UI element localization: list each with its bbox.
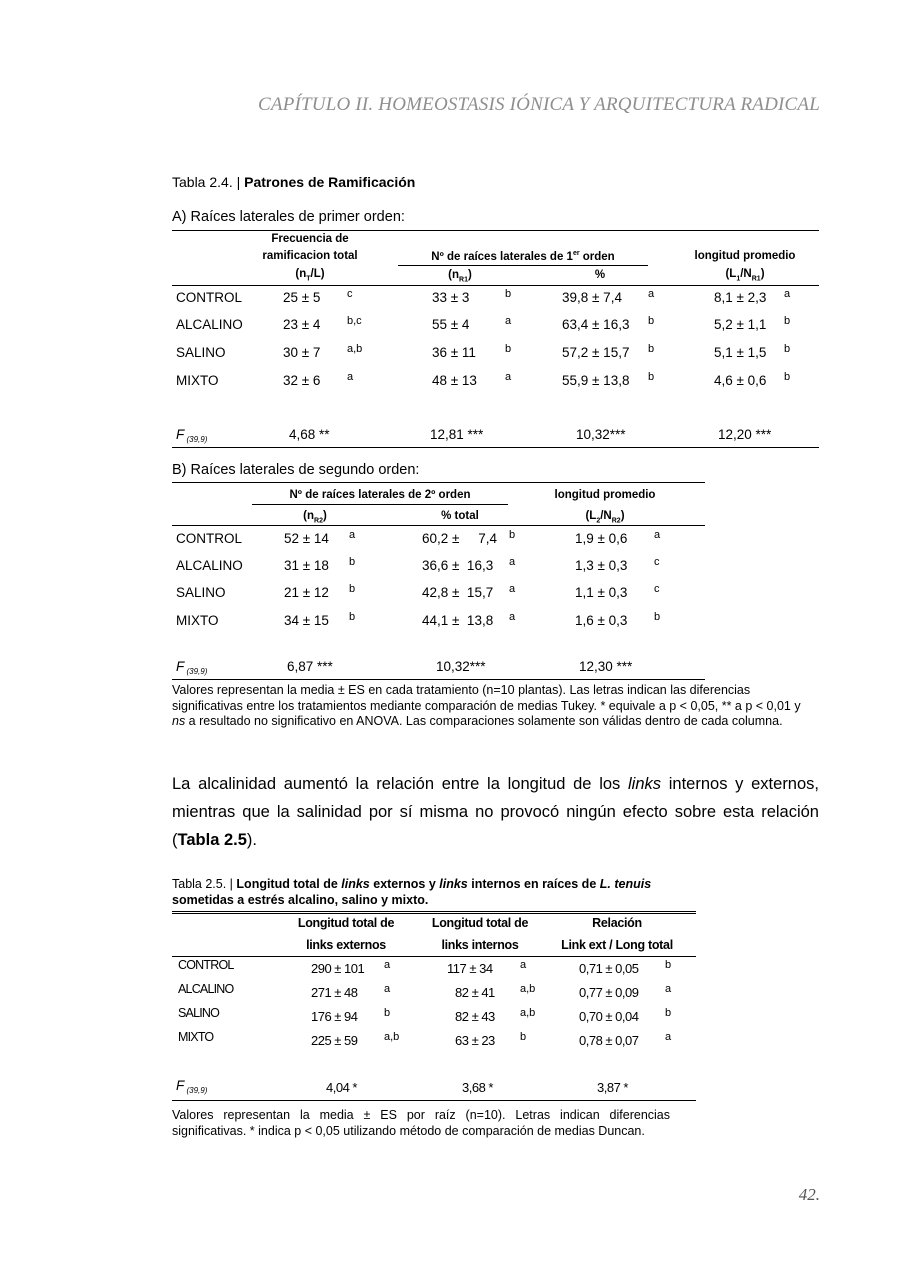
t25-col1-h2: links externos xyxy=(306,938,386,952)
t25-col2-h1: Longitud total de xyxy=(431,916,529,930)
sig-letter: a xyxy=(665,1031,672,1043)
table-2-4-caption xyxy=(172,174,415,190)
t25-f-ext: 4,04 * xyxy=(326,1080,357,1095)
sig-letter: a xyxy=(505,371,512,383)
t25-col1-h1: Longitud total de xyxy=(297,916,395,930)
cell-pct: 57,2 ± 15,7 xyxy=(562,345,630,360)
header-rule-b xyxy=(172,525,705,526)
t25-f-rel: 3,87 * xyxy=(597,1080,628,1095)
cell-n: 21 ± 12 xyxy=(284,585,329,600)
sig-letter: b xyxy=(509,529,516,541)
row-label: MIXTO xyxy=(176,613,219,628)
cell-int: 117 ± 34 xyxy=(447,961,493,976)
col-header-freq-1: Frecuencia de xyxy=(271,233,349,245)
col-header-long-1: longitud promedio xyxy=(694,250,796,262)
table-2-4-note: Valores representan la media ± ES en cada tratamiento (n=10 plantas). Las letras indican las diferencias significativas entre los tratamientos mediante comparación de medias Tukey. * equivale a p < 0,05, ** a p < 0,01 y ns a resultado no significativo en ANOVA. Las comparaciones solamente son válidas dentro de cada columna. xyxy=(172,683,801,728)
sig-letter: a xyxy=(648,288,655,300)
row-label: MIXTO xyxy=(178,1030,214,1044)
cell-ext: 225 ± 59 xyxy=(311,1033,358,1048)
cell-freq: 25 ± 5 xyxy=(283,290,321,305)
table-2-5-top-rule xyxy=(172,911,696,912)
cell-long: 4,6 ± 0,6 xyxy=(714,373,767,388)
sig-letter: b xyxy=(349,583,356,595)
t25-title-c: internos en raíces de xyxy=(467,877,600,891)
cell-ext: 176 ± 94 xyxy=(311,1009,358,1024)
cell-long: 5,1 ± 1,5 xyxy=(714,345,767,360)
sig-letter: a,b xyxy=(520,983,536,995)
section-a-title: A) Raíces laterales de primer orden: xyxy=(172,209,405,225)
table-2-5-bottom-rule xyxy=(172,1100,696,1101)
cell-pct: 44,1 ± 13,8 xyxy=(422,613,494,628)
sig-letter: b xyxy=(505,343,512,355)
sig-letter: a xyxy=(349,529,356,541)
t25-title-i3: L. tenuis xyxy=(599,877,652,891)
sig-letter: b xyxy=(648,315,655,327)
f-value-pct-b: 10,32*** xyxy=(436,659,486,674)
table-reference: Tabla 2.5 xyxy=(177,831,247,849)
paragraph-text-1: La alcalinidad aumentó la relación entre la longitud de los xyxy=(172,775,629,793)
col-header-n-b: $(n_{R2})$ xyxy=(303,510,327,525)
f-value-long-b: 12,30 *** xyxy=(579,659,633,674)
sig-letter: c xyxy=(654,556,660,568)
cell-long: 1,6 ± 0,3 xyxy=(575,613,628,628)
cell-pct: 36,6 ± 16,3 xyxy=(422,558,494,573)
row-label: CONTROL xyxy=(178,958,234,972)
cell-ext: 290 ± 101 xyxy=(311,961,365,976)
cell-n: 48 ± 13 xyxy=(432,373,477,388)
sig-letter: a xyxy=(784,288,791,300)
sig-letter: b xyxy=(654,611,661,623)
cell-int: 82 ± 41 xyxy=(455,985,495,1000)
cell-n: 31 ± 18 xyxy=(284,558,329,573)
cell-n: 33 ± 3 xyxy=(432,290,470,305)
sig-letter: b xyxy=(520,1031,527,1043)
t25-f-label: F $_{(39,9)}$ xyxy=(176,1078,208,1095)
cell-rel: 0,78 ± 0,07 xyxy=(579,1033,639,1048)
table-top-rule xyxy=(172,230,819,231)
row-label: CONTROL xyxy=(176,531,243,546)
col-header-long-2: $(L_1/N_{R1})$ xyxy=(725,268,765,283)
sig-letter: a xyxy=(520,959,527,971)
f-label-b: F $_{(39,9)}$ xyxy=(176,659,208,676)
sig-letter: b,c xyxy=(347,315,362,327)
table-b-top-rule xyxy=(172,482,705,483)
cell-int: 63 ± 23 xyxy=(455,1033,495,1048)
row-label: MIXTO xyxy=(176,373,219,388)
f-value-n: 12,81 *** xyxy=(430,427,484,442)
sig-letter: b xyxy=(384,1007,391,1019)
sig-letter: b xyxy=(648,343,655,355)
sig-letter: b xyxy=(784,315,791,327)
col-header-group-1: Nº de raíces laterales de 1er orden xyxy=(431,250,615,263)
sig-letter: c xyxy=(654,583,660,595)
paragraph-text-3: ). xyxy=(246,831,257,849)
sig-letter: a xyxy=(509,611,516,623)
sig-letter: a xyxy=(509,556,516,568)
t25-title-d: sometidas a estrés alcalino, salino y mixto. xyxy=(172,893,429,907)
row-label: ALCALINO xyxy=(176,317,243,332)
col-header-long-b: longitud promedio xyxy=(554,489,656,501)
row-label: ALCALINO xyxy=(178,982,234,996)
col-header-group-2: Nº de raíces laterales de 2º orden xyxy=(289,489,471,501)
t25-col3-h1: Relación xyxy=(592,916,642,930)
sig-letter: a xyxy=(509,583,516,595)
cell-pct: 60,2 ± 7,4 xyxy=(422,531,497,546)
col-header-n: $(n_{R1})$ xyxy=(448,269,472,284)
t25-col3-h2: Link ext / Long total xyxy=(561,938,673,952)
cell-freq: 32 ± 6 xyxy=(283,373,321,388)
sig-letter: b xyxy=(665,959,672,971)
cell-pct: 39,8 ± 7,4 xyxy=(562,290,622,305)
table-title: Patrones de Ramificación xyxy=(244,174,416,190)
col-header-pct: % xyxy=(594,269,606,281)
cell-ext: 271 ± 48 xyxy=(311,985,358,1000)
sig-letter: b xyxy=(349,556,356,568)
cell-n: 52 ± 14 xyxy=(284,531,329,546)
col-header-freq-2: ramificacion total xyxy=(262,250,358,262)
f-label: F $_{(39,9)}$ xyxy=(176,427,208,444)
sig-letter: a xyxy=(384,959,391,971)
t25-col2-h2: links internos xyxy=(441,938,519,952)
sig-letter: b xyxy=(784,343,791,355)
sig-letter: b xyxy=(505,288,512,300)
sig-letter: a,b xyxy=(520,1007,536,1019)
t25-title-b: externos y xyxy=(369,877,440,891)
cell-long: 1,9 ± 0,6 xyxy=(575,531,628,546)
running-header: CAPÍTULO II. HOMEOSTASIS IÓNICA Y ARQUITECTURA RADICAL xyxy=(258,94,820,115)
header-rule xyxy=(172,285,819,286)
sig-letter: a xyxy=(654,529,661,541)
cell-long: 5,2 ± 1,1 xyxy=(714,317,767,332)
sig-letter: b xyxy=(349,611,356,623)
cell-pct: 42,8 ± 15,7 xyxy=(422,585,494,600)
cell-n: 36 ± 11 xyxy=(432,345,476,360)
table-bottom-rule xyxy=(172,447,819,448)
cell-int: 82 ± 43 xyxy=(455,1009,495,1024)
sig-letter: a xyxy=(347,371,354,383)
cell-rel: 0,71 ± 0,05 xyxy=(579,961,639,976)
paragraph-italic: links xyxy=(628,775,662,793)
table-2-5-label: Tabla 2.5. | xyxy=(172,877,233,891)
cell-n: 55 ± 4 xyxy=(432,317,470,332)
group-rule-b xyxy=(252,504,508,505)
t25-f-int: 3,68 * xyxy=(462,1080,493,1095)
sig-letter: a,b xyxy=(384,1031,400,1043)
table-2-5-caption xyxy=(172,876,712,908)
sig-letter: b xyxy=(784,371,791,383)
col-header-pct-b: % total xyxy=(441,510,479,522)
cell-long: 8,1 ± 2,3 xyxy=(714,290,767,305)
col-header-freq-3: $(n_T/L)$ xyxy=(295,268,325,283)
cell-long: 1,1 ± 0,3 xyxy=(575,585,628,600)
body-paragraph xyxy=(172,770,819,854)
cell-pct: 55,9 ± 13,8 xyxy=(562,373,630,388)
table-b-bottom-rule xyxy=(172,679,705,680)
cell-freq: 30 ± 7 xyxy=(283,345,321,360)
f-value-n-b: 6,87 *** xyxy=(287,659,333,674)
row-label: CONTROL xyxy=(176,290,243,305)
cell-long: 1,3 ± 0,3 xyxy=(575,558,628,573)
cell-rel: 0,77 ± 0,09 xyxy=(579,985,639,1000)
page-number: 42. xyxy=(798,1185,820,1204)
table-label: Tabla 2.4. | xyxy=(172,174,241,190)
t25-title-a: Longitud total de xyxy=(236,877,342,891)
group-rule xyxy=(398,265,648,266)
paragraph-text-2: internos y externos, mientras que la salinidad por sí misma no provocó ningún efecto sobre esta relación ( xyxy=(172,775,819,849)
cell-n: 34 ± 15 xyxy=(284,613,329,628)
row-label: SALINO xyxy=(178,1006,220,1020)
t25-header-rule xyxy=(172,956,696,957)
f-value-pct: 10,32*** xyxy=(576,427,626,442)
sig-letter: b xyxy=(665,1007,672,1019)
table-2-5-top-rule-2 xyxy=(172,913,696,914)
f-value-long: 12,20 *** xyxy=(718,427,772,442)
t25-title-i2: links xyxy=(439,877,468,891)
sig-letter: c xyxy=(347,288,353,300)
sig-letter: a xyxy=(665,983,672,995)
table-2-5-note: Valores representan la media ± ES por raíz (n=10). Letras indican diferencias significativas. * indica p < 0,05 utilizando método de comparación de medias Duncan. xyxy=(172,1108,670,1138)
sig-letter: a,b xyxy=(347,343,363,355)
row-label: SALINO xyxy=(176,345,226,360)
f-value-freq: 4,68 ** xyxy=(289,427,330,442)
sig-letter: a xyxy=(384,983,391,995)
section-b-title: B) Raíces laterales de segundo orden: xyxy=(172,462,420,478)
cell-freq: 23 ± 4 xyxy=(283,317,321,332)
row-label: ALCALINO xyxy=(176,558,243,573)
col-header-long-b-sub: $(L_2/N_{R2})$ xyxy=(585,510,625,525)
cell-rel: 0,70 ± 0,04 xyxy=(579,1009,639,1024)
cell-pct: 63,4 ± 16,3 xyxy=(562,317,630,332)
sig-letter: b xyxy=(648,371,655,383)
row-label: SALINO xyxy=(176,585,226,600)
sig-letter: a xyxy=(505,315,512,327)
t25-title-i1: links xyxy=(341,877,370,891)
